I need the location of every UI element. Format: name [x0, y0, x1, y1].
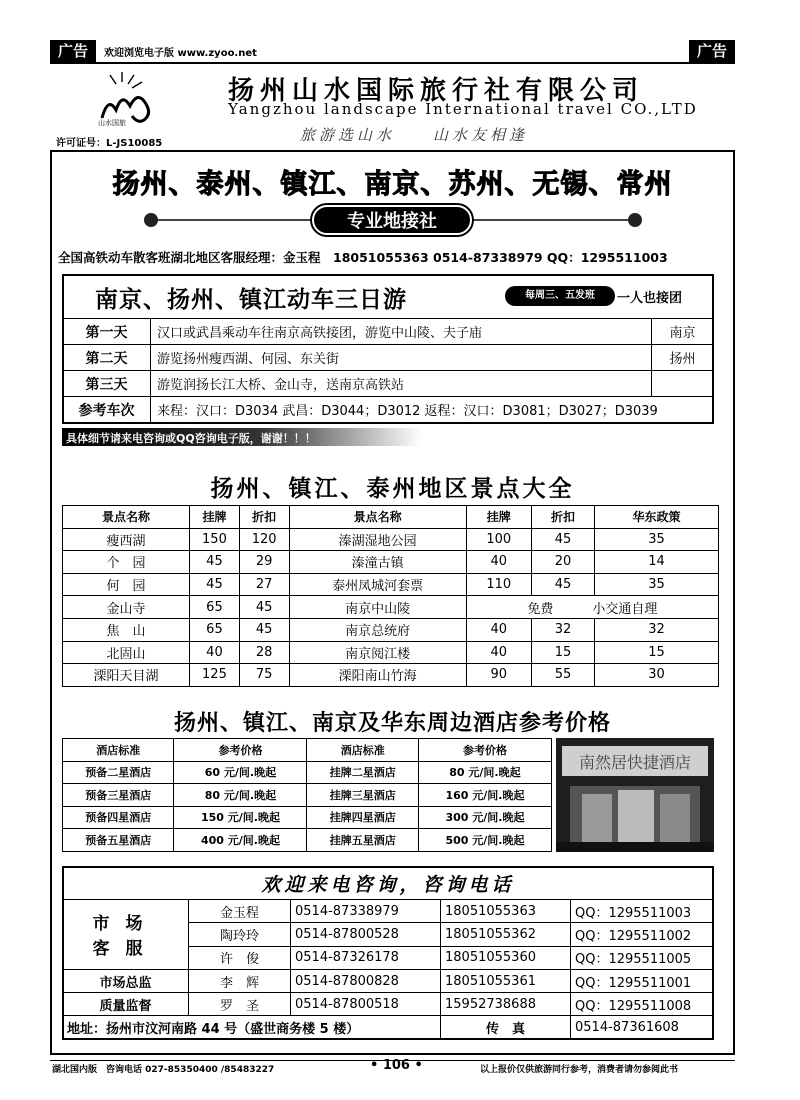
table-cell: 125: [190, 664, 240, 687]
column-header: 折扣: [531, 506, 594, 529]
table-cell: 150 元/间.晚起: [174, 806, 307, 829]
contact-tel[interactable]: 0514-87800518: [291, 993, 441, 1016]
table-row: [63, 641, 719, 664]
contact-mobile[interactable]: 18051055363: [441, 900, 571, 923]
table-cell: 溱湖湿地公园: [289, 528, 466, 551]
table-cell: 45: [531, 573, 594, 596]
contact-mobile[interactable]: 18051055362: [441, 923, 571, 946]
table-cell: 40: [190, 641, 240, 664]
table-row: [63, 551, 719, 574]
table-cell: 32: [595, 618, 719, 641]
table-row: [63, 596, 719, 619]
table-cell: 15: [595, 641, 719, 664]
divider-ball-right: [628, 213, 642, 227]
table-header-row: [63, 739, 552, 762]
contact-mobile[interactable]: 18051055361: [441, 969, 571, 992]
contact-qq[interactable]: QQ：1295511002: [571, 923, 714, 946]
table-cell: 挂牌五星酒店: [307, 829, 418, 852]
table-cell: 27: [239, 573, 289, 596]
table-cell: 35: [595, 573, 719, 596]
day-label: 参考车次: [63, 397, 151, 423]
table-cell: 北固山: [63, 641, 190, 664]
table-cell: 溧阳天目湖: [63, 664, 190, 687]
column-header: 参考价格: [174, 739, 307, 762]
table-cell: 预备三星酒店: [63, 784, 174, 807]
top-bar: [50, 40, 735, 64]
column-header: 挂牌: [466, 506, 531, 529]
table-cell: 挂牌三星酒店: [307, 784, 418, 807]
table-row: [63, 829, 552, 852]
column-header: 挂牌: [190, 506, 240, 529]
table-cell: 29: [239, 551, 289, 574]
table-cell: 瘦西湖: [63, 528, 190, 551]
table-cell: 预备五星酒店: [63, 829, 174, 852]
table-cell: 300 元/间.晚起: [418, 806, 551, 829]
contact-name: 罗 圣: [189, 993, 291, 1016]
table-cell: 泰州凤城河套票: [289, 573, 466, 596]
table-cell: 80 元/间.晚起: [174, 784, 307, 807]
column-header: 折扣: [239, 506, 289, 529]
table-cell: 15: [531, 641, 594, 664]
contact-tel[interactable]: 0514-87800528: [291, 923, 441, 946]
table-cell: 挂牌四星酒店: [307, 806, 418, 829]
hotline-text: 全国高铁动车散客班湖北地区客服经理：金玉程 18051055363 0514-87338979 QQ：1295511003: [58, 250, 668, 265]
table-row: [63, 761, 552, 784]
license-number: 许可证号：L-JS10085: [56, 138, 163, 149]
table-cell: 65: [190, 618, 240, 641]
tour-title: 南京、扬州、镇江动车三日游: [95, 287, 407, 313]
local-agency-badge: 专业地接社: [312, 205, 472, 235]
hotel-price-table: [62, 738, 552, 852]
table-cell: 预备二星酒店: [63, 761, 174, 784]
table-row: [63, 528, 719, 551]
company-address: 地址：扬州市汶河南路 44 号（盛世商务楼 5 楼）: [63, 1016, 441, 1039]
column-header: 景点名称: [289, 506, 466, 529]
company-name-cn: 扬州山水国际旅行社有限公司: [228, 76, 645, 106]
day-label: 第一天: [63, 319, 151, 345]
table-cell: 南京阅江楼: [289, 641, 466, 664]
role-line-2: 客服: [92, 939, 159, 960]
table-row: [63, 993, 714, 1016]
hotel-photo: [556, 738, 714, 852]
tour-solo-note: 一人也接团: [617, 291, 683, 306]
day-desc: 游览润扬长江大桥、金山寺，送南京高铁站: [151, 371, 652, 397]
fax-label: 传 真: [441, 1016, 571, 1039]
day-city: 南京: [652, 319, 714, 345]
train-numbers: 来程：汉口：D3034 武昌：D3044；D3012 返程：汉口：D3081；D3027；D3039: [151, 397, 714, 423]
table-cell: 预备四星酒店: [63, 806, 174, 829]
company-slogan: 旅游选山水 山水友相逢: [300, 126, 529, 144]
table-row: [63, 969, 714, 992]
director-role: 市场总监: [63, 969, 189, 992]
table-cell: 500 元/间.晚起: [418, 829, 551, 852]
table-row: [63, 618, 719, 641]
table-cell: 溧阳南山竹海: [289, 664, 466, 687]
table-cell: 挂牌二星酒店: [307, 761, 418, 784]
table-cell: 80 元/间.晚起: [418, 761, 551, 784]
table-cell: 90: [466, 664, 531, 687]
contact-name: 陶玲玲: [189, 923, 291, 946]
footer-edition: 湖北国内版 咨询电话 027-85350400 /85483227: [52, 1065, 275, 1075]
page-number: • 106 •: [370, 1058, 423, 1073]
contact-name: 许 俊: [189, 946, 291, 969]
table-cell: 焦 山: [63, 618, 190, 641]
day-label: 第二天: [63, 345, 151, 371]
table-cell: 32: [531, 618, 594, 641]
table-row: [63, 806, 552, 829]
fax-number[interactable]: 0514-87361608: [571, 1016, 714, 1039]
contact-qq[interactable]: QQ：1295511003: [571, 900, 714, 923]
day-city: 扬州: [652, 345, 714, 371]
contact-tel[interactable]: 0514-87800828: [291, 969, 441, 992]
role-line-1: 市场: [92, 914, 159, 935]
column-header: 酒店标准: [63, 739, 174, 762]
column-header: 酒店标准: [307, 739, 418, 762]
table-cell: 45: [531, 528, 594, 551]
ad-tag-right: 广告: [689, 40, 735, 62]
table-cell: 45: [239, 596, 289, 619]
contact-table: [62, 899, 714, 1040]
contact-qq[interactable]: QQ：1295511008: [571, 993, 714, 1016]
contact-mobile[interactable]: 15952738688: [441, 993, 571, 1016]
table-cell: 20: [531, 551, 594, 574]
contact-qq[interactable]: QQ：1295511005: [571, 946, 714, 969]
table-cell: 40: [466, 641, 531, 664]
company-name-en: Yangzhou landscape International travel CO.,LTD: [228, 100, 698, 118]
day-desc: 汉口或武昌乘动车往南京高铁接团，游览中山陵、夫子庙: [151, 319, 652, 345]
column-header: 景点名称: [63, 506, 190, 529]
quality-role: 质量监督: [63, 993, 189, 1016]
table-row: [63, 371, 714, 397]
hotel-title: 扬州、镇江、南京及华东周边酒店参考价格: [173, 711, 611, 736]
table-row: [63, 397, 714, 423]
column-header: 参考价格: [418, 739, 551, 762]
table-header-row: [63, 506, 719, 529]
table-cell: 65: [190, 596, 240, 619]
table-cell: 150: [190, 528, 240, 551]
table-row: [63, 345, 714, 371]
contact-name: 金玉程: [189, 900, 291, 923]
table-cell: 400 元/间.晚起: [174, 829, 307, 852]
table-cell: 75: [239, 664, 289, 687]
table-cell: 28: [239, 641, 289, 664]
table-cell: 南京总统府: [289, 618, 466, 641]
table-cell: 45: [190, 551, 240, 574]
contact-mobile[interactable]: 18051055360: [441, 946, 571, 969]
cities-heading: 扬州、泰州、镇江、南京、苏州、无锡、常州: [112, 169, 673, 200]
table-cell: 160 元/间.晚起: [418, 784, 551, 807]
tour-itinerary-table: [62, 318, 714, 423]
scenic-title: 扬州、镇江、泰州地区景点大全: [210, 476, 575, 502]
table-cell: 100: [466, 528, 531, 551]
table-cell: 35: [595, 528, 719, 551]
table-cell: 30: [595, 664, 719, 687]
footer-disclaimer: 以上报价仅供旅游同行参考，消费者请勿参阅此书: [480, 1065, 679, 1075]
table-cell: 55: [531, 664, 594, 687]
table-row: [63, 784, 552, 807]
hotel-sign-text: 南然居快捷酒店: [578, 753, 692, 772]
table-cell: 45: [239, 618, 289, 641]
table-row: [63, 573, 719, 596]
table-row: [63, 319, 714, 345]
zhongshan-note: 免费 小交通自理: [466, 596, 718, 619]
website-url[interactable]: 欢迎浏览电子版 www.zyoo.net: [104, 48, 257, 59]
divider-ball-left: [144, 213, 158, 227]
table-cell: 60 元/间.晚起: [174, 761, 307, 784]
day-desc: 游览扬州瘦西湖、何园、东关街: [151, 345, 652, 371]
contact-name: 李 辉: [189, 969, 291, 992]
day-label: 第三天: [63, 371, 151, 397]
table-cell: 40: [466, 551, 531, 574]
table-cell: 45: [190, 573, 240, 596]
table-cell: 40: [466, 618, 531, 641]
table-cell: 110: [466, 573, 531, 596]
contact-title: 欢迎来电咨询，咨询电话: [261, 874, 515, 896]
table-cell: 金山寺: [63, 596, 190, 619]
table-row: [63, 1016, 714, 1039]
table-cell: 何 园: [63, 573, 190, 596]
table-cell: 14: [595, 551, 719, 574]
market-service-role: [63, 900, 189, 970]
ad-tag-left: 广告: [50, 40, 96, 62]
table-row: [63, 664, 719, 687]
table-row: [63, 900, 714, 923]
scenic-price-table: [62, 505, 719, 687]
contact-tel[interactable]: 0514-87338979: [291, 900, 441, 923]
table-cell: 南京中山陵: [289, 596, 466, 619]
day-city: [652, 371, 714, 397]
contact-tel[interactable]: 0514-87326178: [291, 946, 441, 969]
contact-qq[interactable]: QQ：1295511001: [571, 969, 714, 992]
table-cell: 溱潼古镇: [289, 551, 466, 574]
logo-text: 山水国旅: [98, 119, 126, 127]
table-cell: 120: [239, 528, 289, 551]
column-header: 华东政策: [595, 506, 719, 529]
tour-note: 具体细节请来电咨询或QQ咨询电子版，谢谢！！！: [66, 432, 316, 445]
table-cell: 个 园: [63, 551, 190, 574]
tour-schedule-badge: 每周三、五发班: [505, 286, 615, 306]
hotel-photo-drawing: [556, 738, 714, 852]
